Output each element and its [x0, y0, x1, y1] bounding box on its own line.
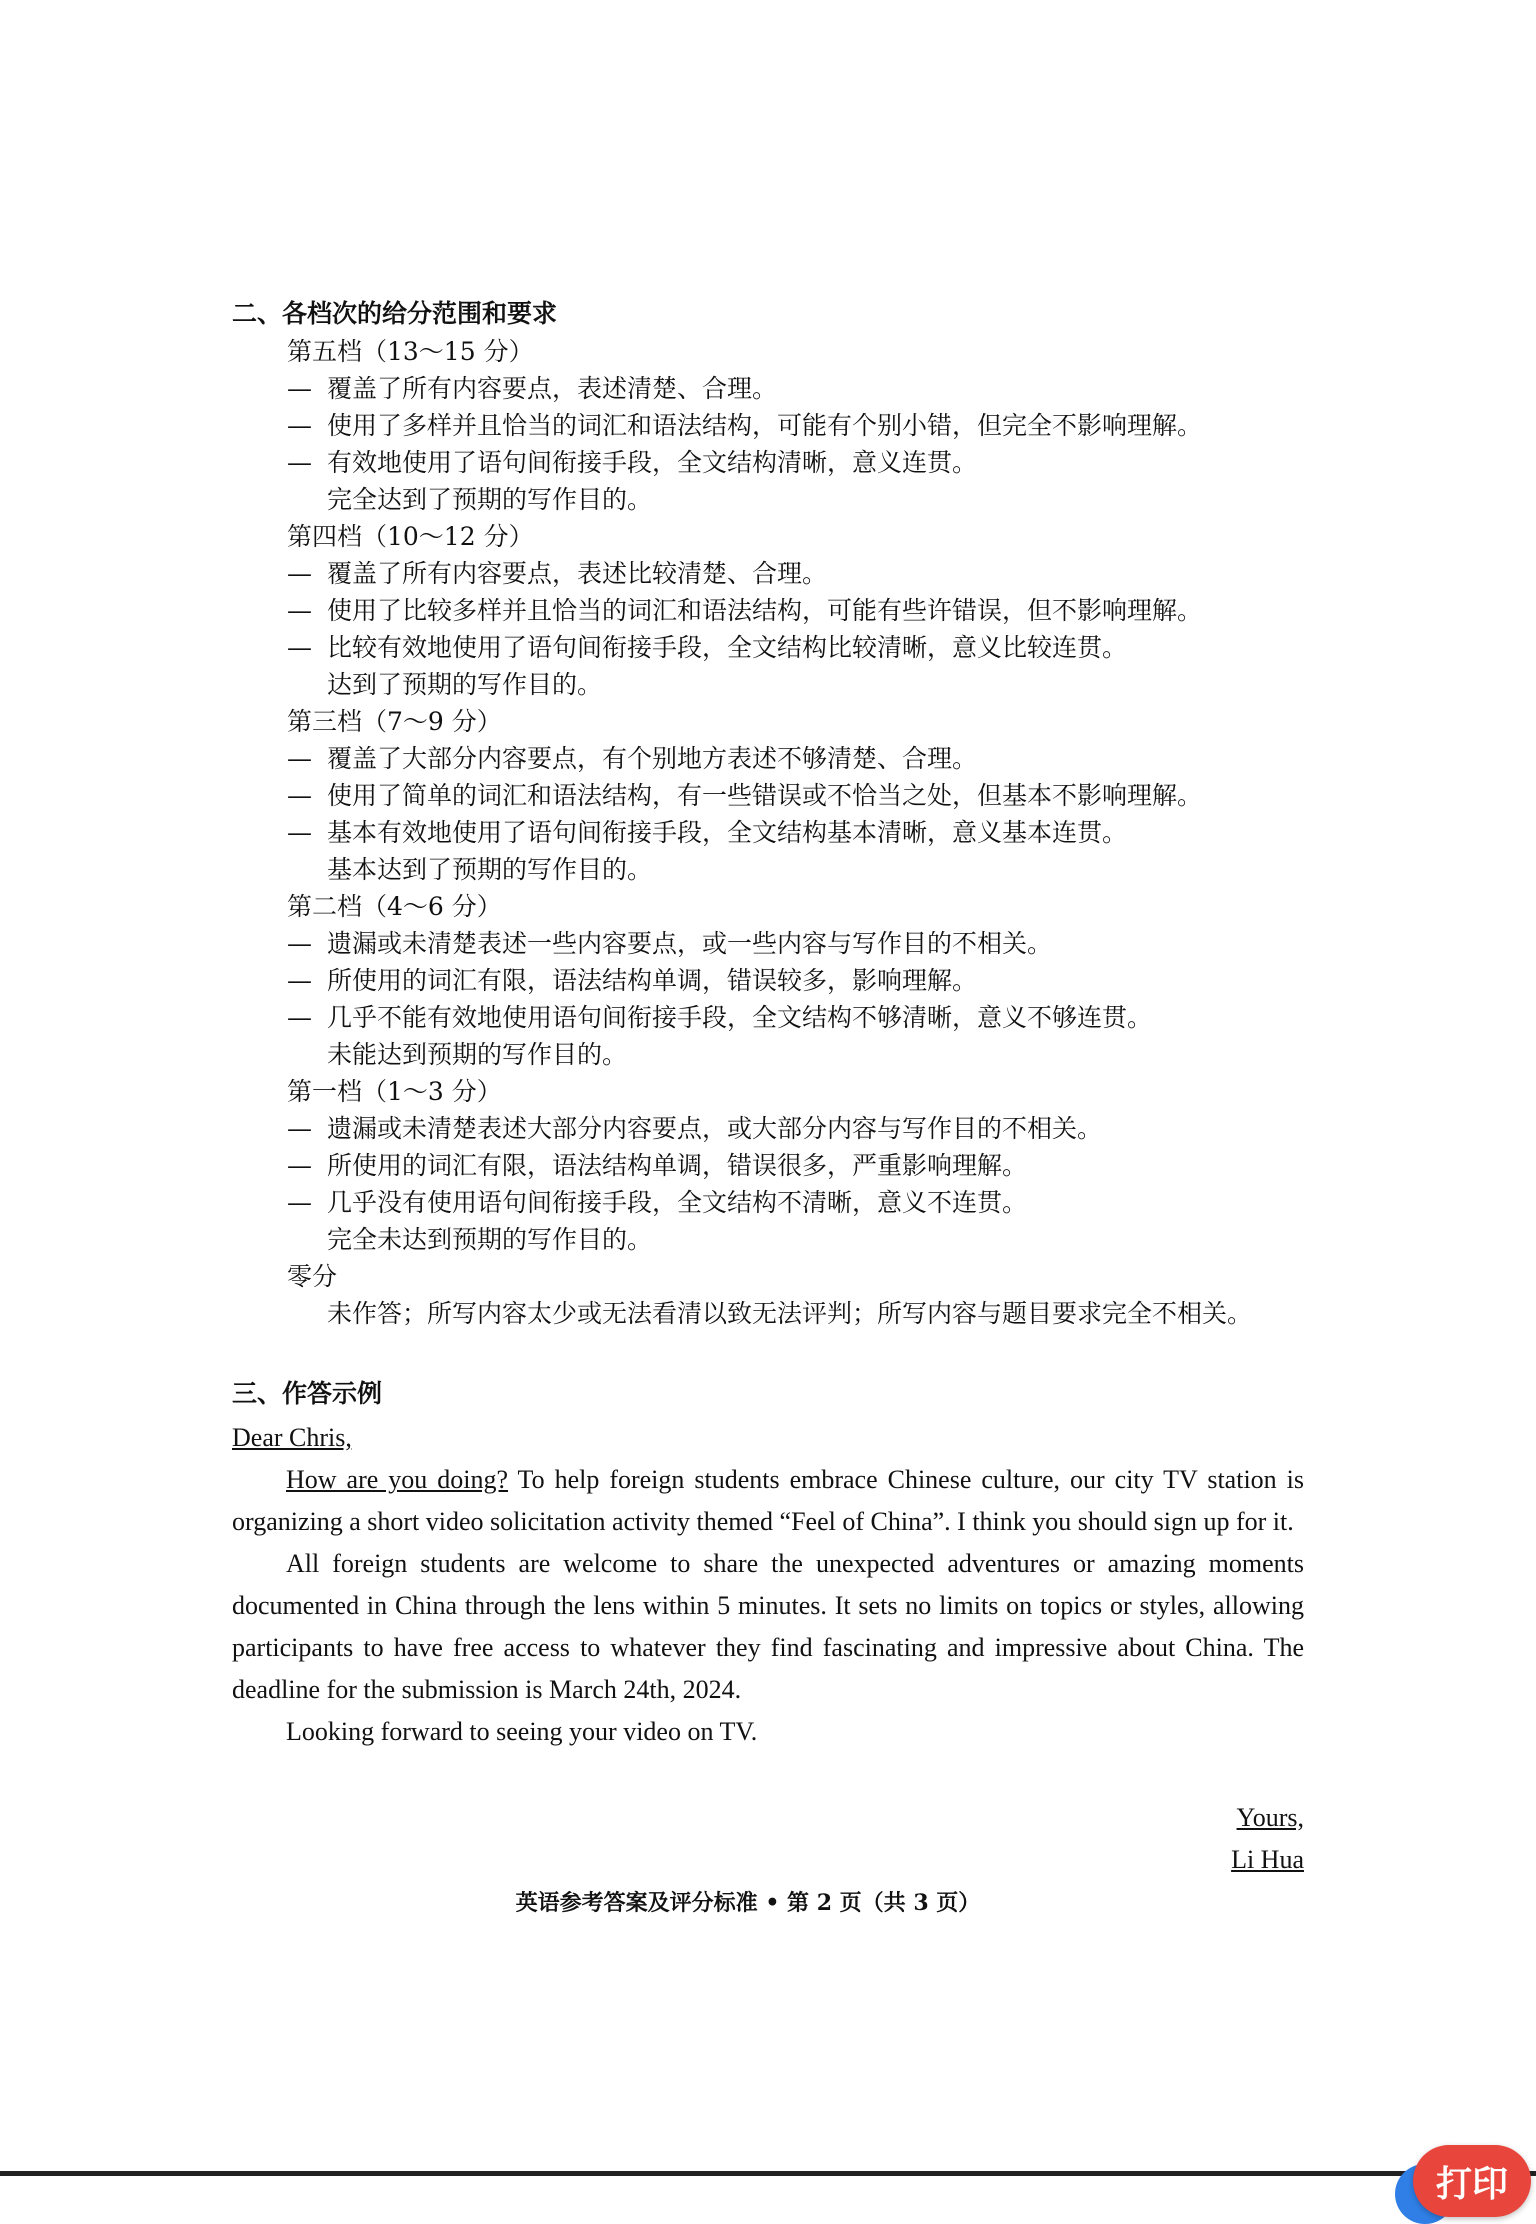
dash-icon: —	[287, 559, 312, 588]
level-summary: 基本达到了预期的写作目的。	[327, 855, 653, 884]
letter-salutation: Dear Chris,	[232, 1423, 352, 1452]
criteria-item: — 遗漏或未清楚表述一些内容要点，或一些内容与写作目的不相关。	[287, 926, 1052, 962]
dash-icon: —	[287, 781, 312, 810]
letter-closing: Yours,	[1236, 1803, 1304, 1832]
criteria-item: — 使用了比较多样并且恰当的词汇和语法结构，可能有些许错误，但不影响理解。	[287, 593, 1202, 629]
page-footer: 英语参考答案及评分标准 • 第 2 页（共 3 页）	[515, 1890, 981, 1916]
criteria-item: — 使用了多样并且恰当的词汇和语法结构，可能有个别小错，但完全不影响理解。	[287, 408, 1202, 444]
dash-icon: —	[287, 966, 312, 995]
criteria-item: — 使用了简单的词汇和语法结构，有一些错误或不恰当之处，但基本不影响理解。	[287, 778, 1202, 814]
level-summary: 完全未达到预期的写作目的。	[327, 1225, 653, 1254]
letter-signature: Li Hua	[1231, 1845, 1304, 1874]
letter-paragraph: How are you doing? To help foreign students embrace Chinese culture, our city TV station is organizing a short video solicitation activity themed “Feel of China”. I think you should sign up for it.	[232, 1465, 1304, 1536]
criteria-item: — 有效地使用了语句间衔接手段，全文结构清晰，意义连贯。	[287, 445, 977, 481]
criteria-item: — 覆盖了所有内容要点，表述清楚、合理。	[287, 371, 777, 407]
level-title: 第五档（13～15 分）	[287, 337, 534, 366]
level-title: 第三档（7～9 分）	[287, 707, 502, 736]
section2-heading: 二、各档次的给分范围和要求	[232, 299, 558, 328]
dash-icon: —	[287, 411, 312, 440]
level-summary: 未作答；所写内容太少或无法看清以致无法评判；所写内容与题目要求完全不相关。	[327, 1299, 1253, 1328]
level-summary: 完全达到了预期的写作目的。	[327, 485, 653, 514]
dash-icon: —	[287, 818, 312, 847]
dash-icon: —	[287, 1151, 312, 1180]
level-summary: 达到了预期的写作目的。	[327, 670, 603, 699]
level-summary: 未能达到预期的写作目的。	[327, 1040, 628, 1069]
letter-paragraph: Looking forward to seeing your video on TV.	[286, 1717, 758, 1746]
criteria-item: — 比较有效地使用了语句间衔接手段，全文结构比较清晰，意义比较连贯。	[287, 630, 1127, 666]
dash-icon: —	[287, 929, 312, 958]
dash-icon: —	[287, 744, 312, 773]
criteria-item: — 覆盖了大部分内容要点，有个别地方表述不够清楚、合理。	[287, 741, 977, 777]
level-title: 第四档（10～12 分）	[287, 522, 534, 551]
dash-icon: —	[287, 374, 312, 403]
criteria-item: — 遗漏或未清楚表述大部分内容要点，或大部分内容与写作目的不相关。	[287, 1111, 1102, 1147]
level-title: 第二档（4～6 分）	[287, 892, 502, 921]
criteria-item: — 所使用的词汇有限，语法结构单调，错误较多，影响理解。	[287, 963, 977, 999]
dash-icon: —	[287, 1114, 312, 1143]
dash-icon: —	[287, 633, 312, 662]
criteria-item: — 基本有效地使用了语句间衔接手段，全文结构基本清晰，意义基本连贯。	[287, 815, 1127, 851]
criteria-item: — 几乎不能有效地使用语句间衔接手段，全文结构不够清晰，意义不够连贯。	[287, 1000, 1152, 1036]
dash-icon: —	[287, 1003, 312, 1032]
criteria-item: — 几乎没有使用语句间衔接手段，全文结构不清晰，意义不连贯。	[287, 1185, 1027, 1221]
letter-paragraph: All foreign students are welcome to share the unexpected adventures or amazing moments documented in China through the lens within 5 minutes. It sets no limits on topics or styles, allowing participants to have free access to whatever they find fascinating and impressive about China. The deadline for the submission is March 24th, 2024.	[232, 1549, 1304, 1704]
level-title: 第一档（1～3 分）	[287, 1077, 502, 1106]
criteria-item: — 所使用的词汇有限，语法结构单调，错误很多，严重影响理解。	[287, 1148, 1027, 1184]
level-title: 零分	[287, 1262, 338, 1291]
dash-icon: —	[287, 448, 312, 477]
dash-icon: —	[287, 1188, 312, 1217]
section3-heading: 三、作答示例	[232, 1379, 383, 1408]
sample-letter	[232, 1417, 1304, 1753]
criteria-item: — 覆盖了所有内容要点，表述比较清楚、合理。	[287, 556, 827, 592]
bottom-bar	[0, 2171, 1536, 2176]
dash-icon: —	[287, 596, 312, 625]
print-button[interactable]: 打印	[1413, 2145, 1531, 2217]
